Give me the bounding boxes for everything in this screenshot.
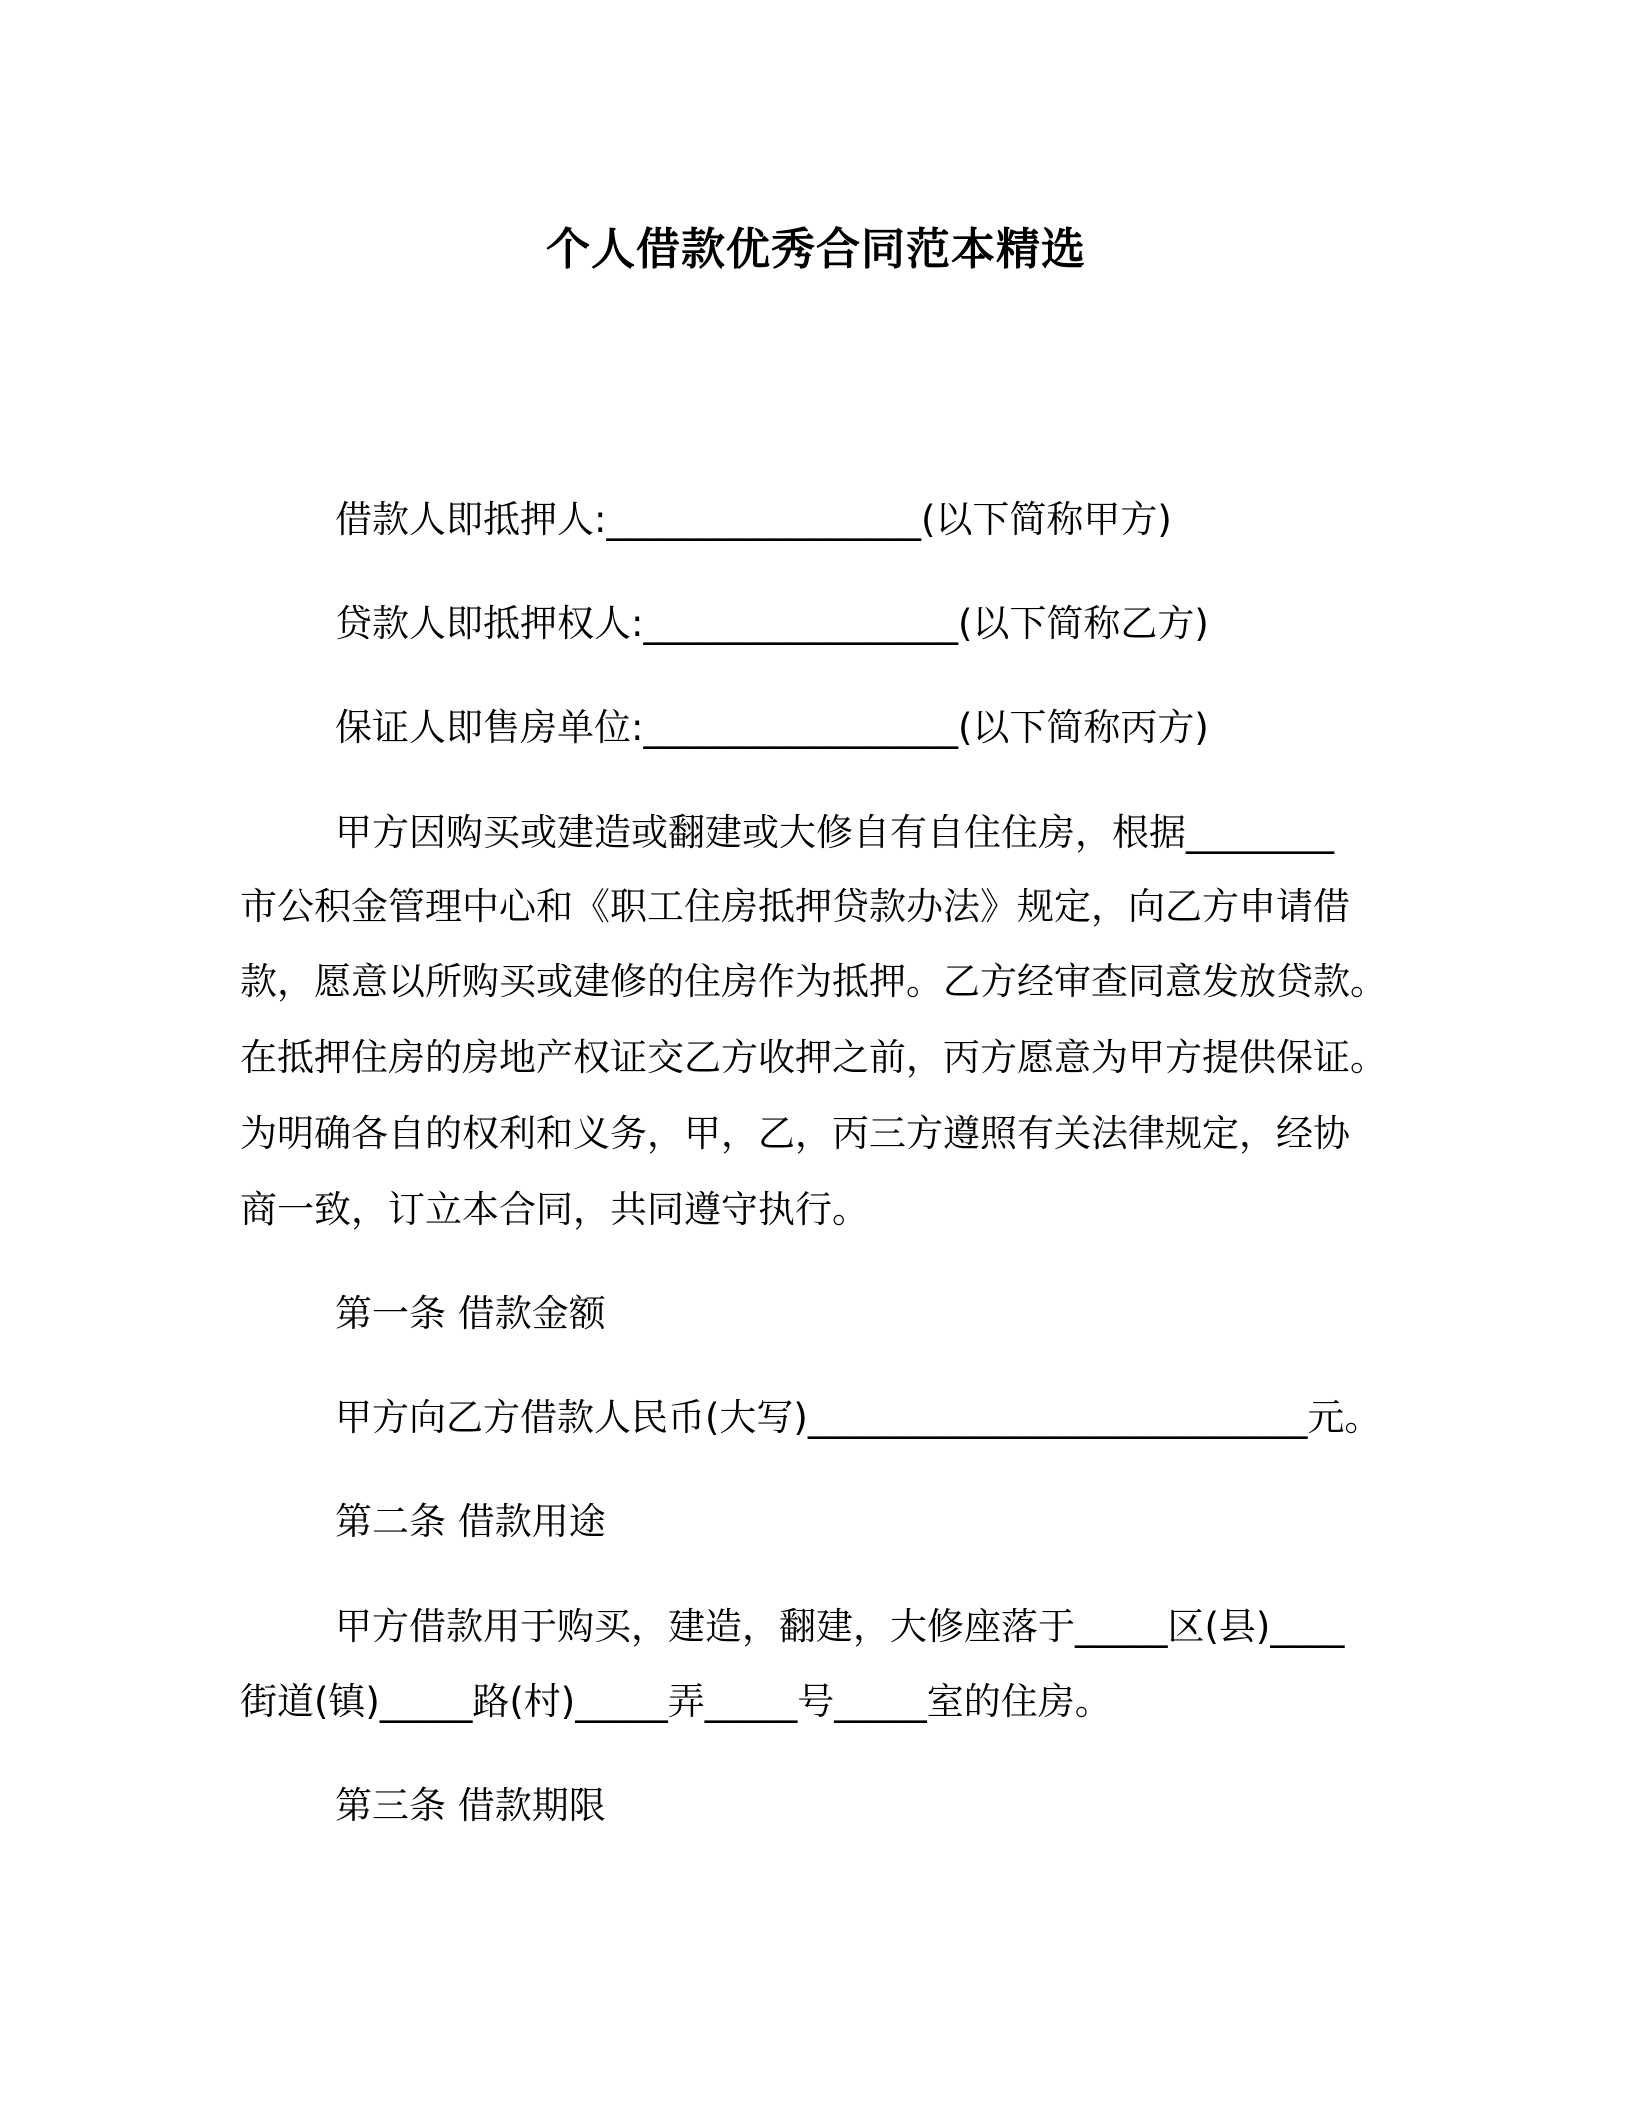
party-guarantor-line: 保证人即售房单位:_________________(以下简称丙方) [335,706,1209,749]
party-borrower-line: 借款人即抵押人:_________________(以下简称甲方) [335,498,1172,541]
document-title: 个人借款优秀合同范本精选 [546,224,1086,275]
article-2-heading: 第二条 借款用途 [335,1500,606,1543]
article-1-body: 甲方向乙方借款人民币(大写)___________________________元。 [335,1396,1382,1439]
party-lender-line: 贷款人即抵押权人:_________________(以下简称乙方) [335,602,1209,645]
article-2-body-line: 甲方借款用于购买，建造，翻建，大修座落于_____区(县)____ [335,1605,1345,1648]
preamble-line: 商一致，订立本合同，共同遵守执行。 [240,1188,869,1231]
article-3-heading: 第三条 借款期限 [335,1784,606,1827]
article-2-body-line: 街道(镇)_____路(村)_____弄_____号_____室的住房。 [240,1680,1112,1723]
article-1-heading: 第一条 借款金额 [335,1292,606,1335]
preamble-line: 款，愿意以所购买或建修的住房作为抵押。乙方经审查同意发放贷款。 [240,960,1387,1003]
preamble-line: 市公积金管理中心和《职工住房抵押贷款办法》规定，向乙方申请借 [240,885,1350,928]
preamble-line: 甲方因购买或建造或翻建或大修自有自住住房，根据________ [335,811,1334,854]
preamble-line: 为明确各自的权利和义务，甲，乙，丙三方遵照有关法律规定，经协 [240,1112,1350,1155]
preamble-line: 在抵押住房的房地产权证交乙方收押之前，丙方愿意为甲方提供保证。 [240,1036,1387,1079]
